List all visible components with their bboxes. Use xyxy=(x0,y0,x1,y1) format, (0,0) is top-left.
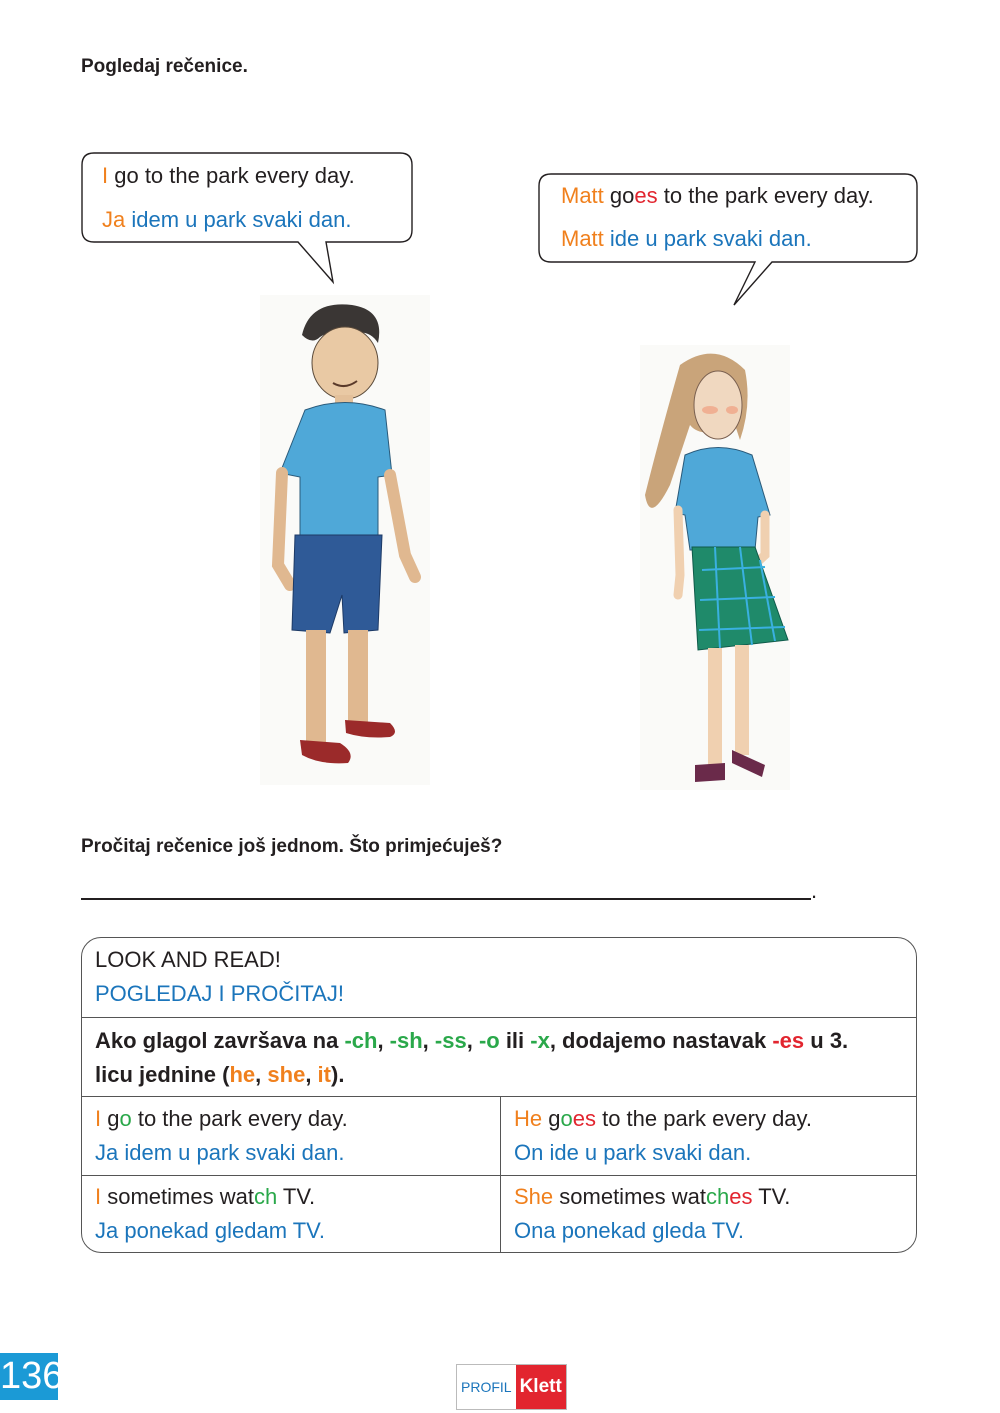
verb-final-letters: ch xyxy=(705,1184,730,1209)
pronoun-he: he xyxy=(229,1062,256,1087)
subject-i: I xyxy=(102,163,109,188)
column-divider xyxy=(500,1176,501,1253)
verb-ending: es xyxy=(729,1184,753,1209)
sentence-text: TV. xyxy=(752,1184,791,1209)
r1c2-en xyxy=(514,1102,812,1136)
example-row-2 xyxy=(82,1175,916,1253)
verb-final-letter: o xyxy=(560,1106,573,1131)
r1c2-hr: On ide u park svaki dan. xyxy=(514,1140,752,1165)
ending-o: -o xyxy=(478,1028,500,1053)
verb-final-letter: o xyxy=(119,1106,132,1131)
verb-final-letters: ch xyxy=(253,1184,278,1209)
subject-ja: Ja xyxy=(102,207,126,232)
bubble-left-line-2 xyxy=(102,209,351,231)
rule-part: Ako glagol završava na xyxy=(95,1028,345,1053)
pronoun-it: it xyxy=(317,1062,331,1087)
subject: I xyxy=(95,1106,102,1131)
subject-matt: Matt xyxy=(561,183,604,208)
r1c1-hr: Ja idem u park svaki dan. xyxy=(95,1140,345,1165)
verb-stem: go xyxy=(603,183,635,208)
example-row-1 xyxy=(82,1096,916,1175)
rule-part: licu jednine ( xyxy=(95,1062,230,1087)
pronoun-she: she xyxy=(267,1062,306,1087)
ending-sh: -sh xyxy=(389,1028,423,1053)
box-title-en: LOOK AND READ! xyxy=(95,947,281,972)
ending-ch: -ch xyxy=(344,1028,378,1053)
girl-illustration xyxy=(640,345,790,790)
sentence-text: TV. xyxy=(277,1184,316,1209)
verb-stem: g xyxy=(542,1106,561,1131)
instruction-top: Pogledaj rečenice. xyxy=(81,56,248,77)
publisher-logo-klett: Klett xyxy=(516,1365,566,1409)
grammar-rule-box xyxy=(81,937,917,1253)
r2c2-en xyxy=(514,1180,790,1214)
subject: She xyxy=(514,1184,554,1209)
ending-x: -x xyxy=(530,1028,550,1053)
rule-text xyxy=(95,1024,848,1058)
rule-row xyxy=(82,1017,916,1096)
r1c1-en xyxy=(95,1102,348,1136)
publisher-logo-profil: PROFIL xyxy=(457,1365,516,1409)
column-divider xyxy=(500,1097,501,1176)
rule-part: , xyxy=(305,1062,318,1087)
subject: He xyxy=(514,1106,543,1131)
rule-part: , dodajemo nastavak xyxy=(549,1028,773,1053)
sentence-text: to the park every day. xyxy=(657,183,874,208)
bubble-right-line-2 xyxy=(561,228,812,250)
r2c1-hr: Ja ponekad gledam TV. xyxy=(95,1218,325,1243)
verb-stem: sometimes wat xyxy=(101,1184,254,1209)
bubble-left-line-1 xyxy=(102,165,355,187)
subject-matt-hr: Matt xyxy=(561,226,604,251)
rule-part: u 3. xyxy=(804,1028,849,1053)
r2c1-en xyxy=(95,1180,315,1214)
ending-es: -es xyxy=(772,1028,805,1053)
answer-period: . xyxy=(811,878,818,903)
instruction-mid: Pročitaj rečenice još jednom. Što primjećuješ? xyxy=(81,836,503,857)
publisher-logo xyxy=(456,1364,567,1410)
r2c2-hr: Ona ponekad gleda TV. xyxy=(514,1218,744,1243)
speech-bubble-left xyxy=(0,0,1000,320)
verb-stem: sometimes wat xyxy=(553,1184,706,1209)
sentence-text: to the park every day. xyxy=(131,1106,348,1131)
rule-text-line-2 xyxy=(95,1058,344,1092)
rule-part: , xyxy=(422,1028,435,1053)
rule-part: , xyxy=(466,1028,479,1053)
rule-part: , xyxy=(255,1062,268,1087)
rule-part: , xyxy=(377,1028,390,1053)
verb-stem: g xyxy=(101,1106,120,1131)
bubble-right-line-1 xyxy=(561,185,874,207)
answer-line[interactable] xyxy=(81,898,811,900)
subject: I xyxy=(95,1184,102,1209)
verb-ending: es xyxy=(634,183,658,208)
box-title-hr: POGLEDAJ I PROČITAJ! xyxy=(95,981,344,1006)
boy-illustration xyxy=(260,295,430,785)
page-number: 136 xyxy=(0,1353,58,1400)
sentence-text: go to the park every day. xyxy=(108,163,355,188)
translation-text: ide u park svaki dan. xyxy=(603,226,812,251)
ending-ss: -ss xyxy=(434,1028,467,1053)
sentence-text: to the park every day. xyxy=(595,1106,813,1131)
verb-ending: es xyxy=(572,1106,596,1131)
rule-part: ili xyxy=(499,1028,531,1053)
translation-text: idem u park svaki dan. xyxy=(125,207,352,232)
rule-part: ). xyxy=(331,1062,345,1087)
